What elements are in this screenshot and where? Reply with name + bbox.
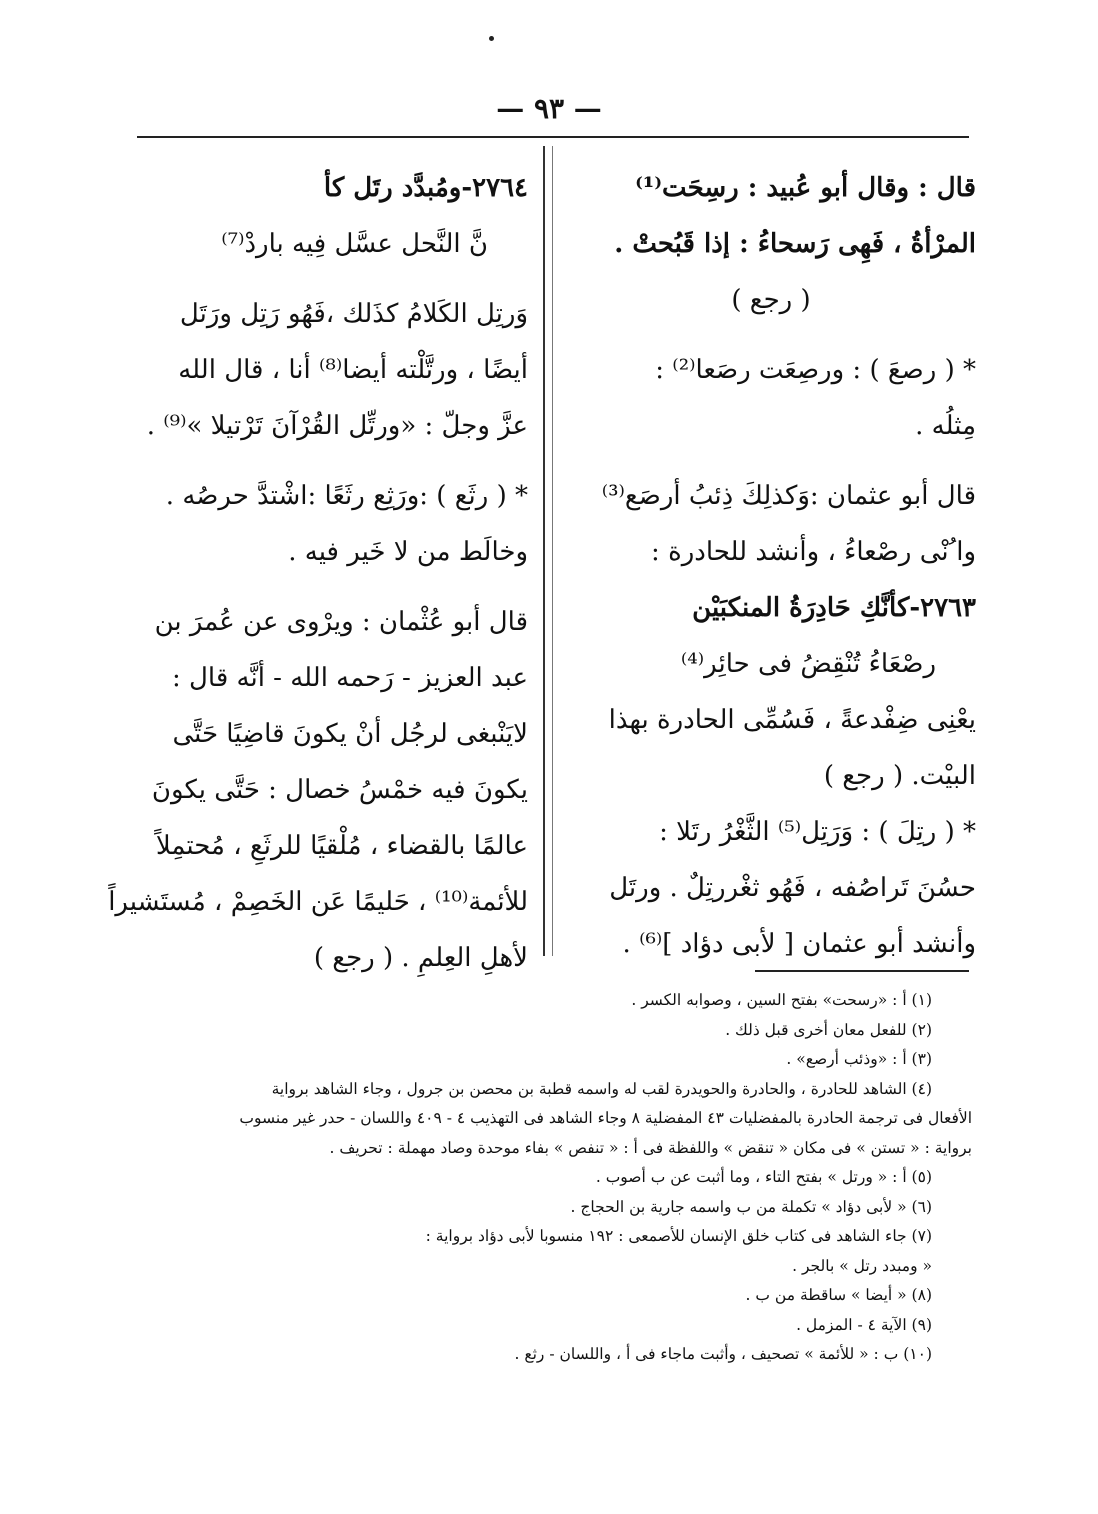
footnote-continuation: برواية : « تستن » فى مكان « تنقض » واللفظة فى أ : « تنفص » بفاء موحدة وصاد مهملة : تحريف . <box>329 1138 972 1157</box>
footnote: (١٠) ب : « للأئمة » تصحيف ، وأثبت ماجاء فى أ ، واللسان - رثع . <box>514 1345 932 1363</box>
text-line: وأنشد أبو عثمان [ لأبى دؤاد ]⁽⁶⁾ . <box>622 929 976 959</box>
text-line: وَرتِل الكَلامُ كذَلك ،فَهُو رَتِل ورَتَل <box>179 299 528 329</box>
footnote-continuation: « ومبدد رتل » بالجر . <box>792 1256 932 1275</box>
column-divider-inner <box>552 146 553 956</box>
footnote: (٨) « أيضا » ساقطة من ب . <box>745 1286 932 1304</box>
footnote: (١) أ : «رسحت» بفتح السين ، وصوابه الكسر . <box>631 991 932 1009</box>
text-line: عزَّ وجلّ : «ورتِّل القُرْآنَ تَرْتيلا »⁽⁹⁾ . <box>146 411 528 441</box>
text-line: ( رجع ) <box>731 285 811 315</box>
text-line: يكونَ فيه خمْسُ خصال : حَتَّى يكونَ <box>151 775 528 805</box>
text-line: وا ُنْى رصْعاءُ ، وأنشد للحادرة : <box>651 537 976 567</box>
text-line: لايَنْبغى لرجُل أنْ يكونَ قاضِيًا حَتَّى <box>172 719 528 749</box>
verse-number-line: ٢٧٦٣-كأنَّكِ حَادِرَةُ المنكبَيْن <box>692 593 976 623</box>
footnote: (٤) الشاهد للحادرة ، والحادرة والحويدرة لقب له واسمه قطبة بن محصن بن جرول ، وجاء الشاهد برواية <box>271 1079 932 1098</box>
column-divider <box>543 146 545 956</box>
text-line: حسُنَ تَراصُفه ، فَهُو ثغْررتِلٌ . ورتَل <box>609 873 976 903</box>
text-line: وخالَط من لا خَير فيه . <box>288 537 528 567</box>
text-line: البيْت. ( رجع ) <box>823 761 976 791</box>
text-line: قال : وقال أبو عُبيد : رسِحَت⁽¹⁾ <box>635 173 976 203</box>
right-column <box>566 160 976 972</box>
text-line: نَّ النَّحل عسَّل فِيه باردْ⁽⁷⁾ <box>221 229 488 259</box>
footnotes <box>138 986 972 1370</box>
text-line: لأهلِ العِلمِ . ( رجع ) <box>313 943 528 973</box>
text-line: * ( رتِلَ ) : وَرَتِل⁽⁵⁾ الثَّغْرُ رتَلا : <box>659 817 976 847</box>
footnote: (٥) أ : « ورتل » بفتح التاء ، وما أثبت عن ب أصوب . <box>595 1168 932 1186</box>
text-line: يعْنِى ضِفْدعةً ، فَسُمِّى الحادرة بهذا <box>608 705 976 735</box>
verse-number-line: ٢٧٦٤-ومُبدَّد رتَل كأ <box>323 173 528 203</box>
text-line: مِثلُه . <box>915 411 976 441</box>
text-line: رصْعَاءُ تُنْقِضُ فى حائِر⁽⁴⁾ <box>680 649 936 679</box>
text-line: * ( رصعَ ) : ورصِعَت رصَعا⁽²⁾ : <box>655 355 976 385</box>
text-line: المرْأةُ ، فَهِى رَسحاءُ : إذا قَبُحتْ . <box>614 229 976 259</box>
text-line: قال أبو عثمان :وَكذلِكَ ذِئبُ أرصَع⁽³⁾ <box>601 481 976 511</box>
footnote: (٩) الآية ٤ - المزمل . <box>796 1315 932 1334</box>
text-line: قال أبو عُثْمان : ويرْوى عن عُمرَ بن <box>154 607 528 637</box>
text-line: * ( رثَع ) :ورَثِع رثَعًا :اشْتدَّ حرصُه . <box>165 481 528 511</box>
text-line: للأئمة⁽¹⁰⁾ ، حَليمًا عَن الخَصِمْ ، مُستَشيراً <box>108 887 528 917</box>
footnote-rule <box>755 970 969 972</box>
text-line: أيضًا ، ورتَّلْته أيضا⁽⁸⁾ أنا ، قال الله <box>178 355 528 385</box>
ink-speck <box>489 36 494 41</box>
footnote: (٢) للفعل معان أخرى قبل ذلك . <box>725 1020 932 1039</box>
footnote: (٣) أ : «وذئب أرصع» . <box>786 1050 932 1068</box>
footnote: (٧) جاء الشاهد فى كتاب خلق الإنسان للأصمعى : ١٩٢ منسوبا لأبى دؤاد برواية : <box>425 1227 932 1245</box>
text-line: عبد العزيز - رَحمه الله - أنَّه قال : <box>171 663 528 693</box>
footnote-continuation: الأفعال فى ترجمة الحادرة بالمفضليات ٤٣ المفضلية ٨ وجاء الشاهد فى التهذيب ٤ - ٤٠٩ واللسان - حدر غير منسوب <box>239 1109 972 1127</box>
text-line: عالمًا بالقضاء ، مُلْقيًا للرثَعِ ، مُحتمِلاً <box>155 831 528 861</box>
footnote: (٦) « لأبى دؤاد » تكملة من ب واسمه جارية بن الحجاج . <box>570 1197 932 1216</box>
left-column <box>108 160 528 986</box>
header-rule <box>137 136 969 138</box>
page-number: — ٩٣ — <box>496 92 602 125</box>
